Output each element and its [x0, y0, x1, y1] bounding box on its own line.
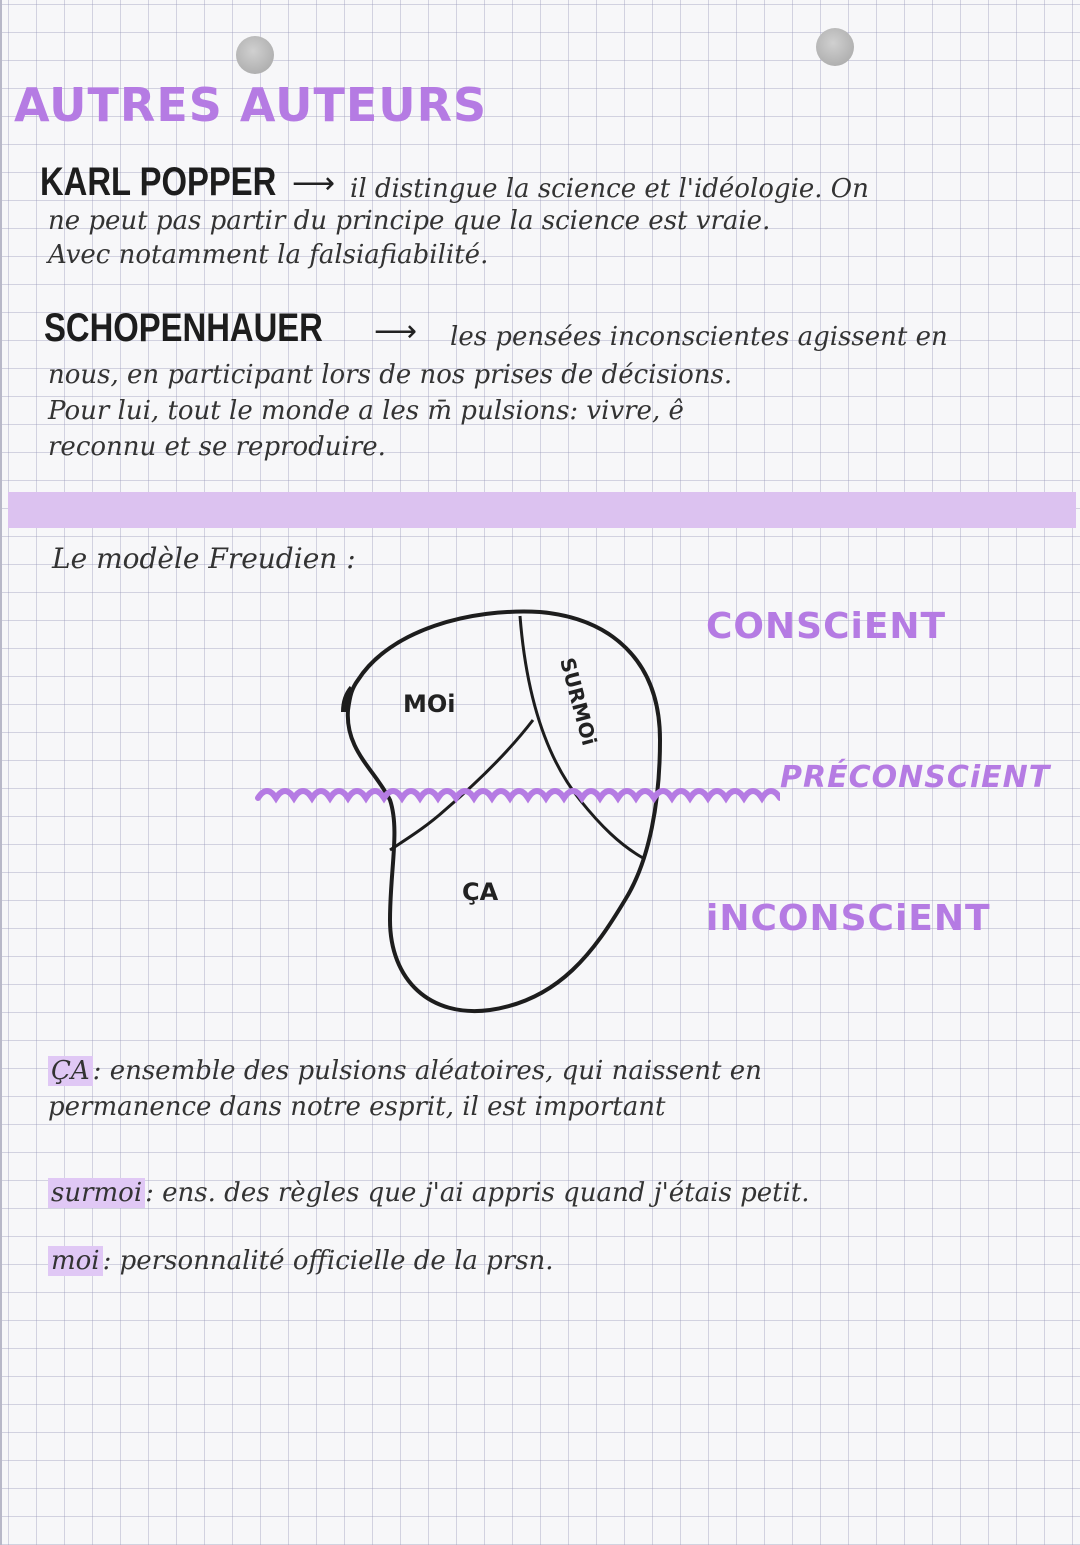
popper-line-2: ne peut pas partir du principe que la science est vraie.	[48, 206, 771, 236]
psyche-outline	[348, 612, 660, 1012]
divider-moi-ca	[390, 720, 533, 850]
page-title: AUTRES AUTEURS	[14, 78, 488, 132]
binder-hole-right	[816, 28, 854, 66]
section-heading: Le modèle Freudien :	[52, 542, 356, 575]
term-surmoi: surmoi	[48, 1178, 145, 1208]
term-moi: moi	[48, 1246, 103, 1276]
label-ca: ÇA	[462, 878, 499, 906]
definition-sep-moi: :	[102, 1246, 112, 1276]
margin-line	[0, 0, 2, 1545]
definition-moi	[48, 1246, 554, 1276]
definition-ca-cont: permanence dans notre esprit, il est important	[48, 1092, 666, 1122]
popper-line-3: Avec notamment la falsiafiabilité.	[48, 240, 489, 270]
definition-moi-text: personnalité officielle de la prsn.	[119, 1246, 554, 1276]
label-inconscient: iNCONSCiENT	[706, 898, 991, 939]
label-surmoi: SURMOi	[555, 655, 602, 749]
label-preconscient: PRÉCONSCiENT	[780, 760, 1051, 795]
definition-ca-text: ensemble des pulsions aléatoires, qui naissent en	[109, 1056, 762, 1086]
author-name-popper: KARL POPPER	[40, 160, 277, 204]
term-ca: ÇA	[48, 1056, 93, 1086]
schopenhauer-line-2: nous, en participant lors de nos prises de décisions.	[48, 360, 733, 390]
definition-surmoi	[48, 1178, 810, 1208]
label-conscient: CONSCiENT	[706, 606, 947, 647]
definition-sep-surmoi: :	[145, 1178, 154, 1208]
binder-hole-left	[236, 36, 274, 74]
arrow-schopenhauer: ⟶	[374, 314, 418, 349]
highlight-divider	[8, 492, 1076, 528]
author-name-schopenhauer: SCHOPENHAUER	[44, 306, 323, 350]
label-moi: MOi	[403, 690, 456, 718]
definition-surmoi-text: ens. des règles que j'ai appris quand j'étais petit.	[162, 1178, 810, 1208]
preconscious-wave	[258, 791, 780, 798]
schopenhauer-line-3: Pour lui, tout le monde a les m̄ pulsions: vivre, ê	[48, 396, 684, 426]
definition-ca	[48, 1056, 762, 1086]
schopenhauer-line-1: les pensées inconscientes agissent en	[450, 322, 948, 352]
definition-sep-ca: :	[92, 1056, 102, 1086]
popper-line-1: il distingue la science et l'idéologie. On	[350, 174, 869, 204]
arrow-popper: ⟶	[292, 166, 336, 201]
freud-diagram	[240, 600, 780, 1030]
schopenhauer-line-4: reconnu et se reproduire.	[48, 432, 386, 462]
